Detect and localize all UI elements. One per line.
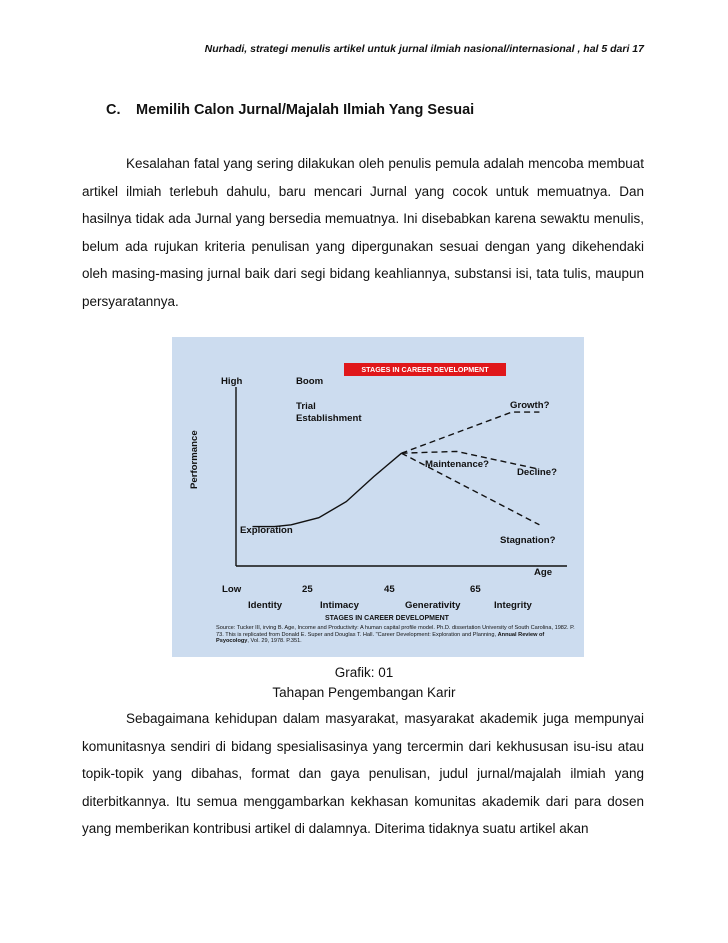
annotation-boom: Boom <box>296 376 324 387</box>
annotation-trial: Trial <box>296 401 316 412</box>
series-line-2 <box>402 412 540 453</box>
paragraph-2-text: Sebagaimana kehidupan dalam masyarakat, masyarakat akademik juga mempunyai komunitasnya sendiri di bidang spesialisasinya yang tercermin dari kekhususan isu-isu atau topik-topik yang dibahas, format dan gaya penulisan, judul jurnal/majalah ilmiah yang diterbitkannya. Itu semua menggambarkan kekhasan komunitas akademik dari para dosen yang memberikan kontribusi artikel di dalamnya. Diterima tidaknya suatu artikel akan <box>82 711 644 836</box>
paragraph-2 <box>82 705 644 843</box>
annotation-exploration: Exploration <box>240 525 293 536</box>
x-axis-label: Age <box>534 567 553 578</box>
figure-caption: Tahapan Pengembangan Karir <box>272 685 456 700</box>
source-text: Source: Tucker III, irving B. Age, Income and Productivity: A human capital profile model. Ph.D. dissertation University of South Carolina, 1982. P. 73. This is replicated from Donald E. Super and Douglas T. Hall. "Career Development: Exploration and Planning, <box>216 625 575 638</box>
figure-label: Grafik: 01 <box>334 665 394 680</box>
source-journal: Annual Review of Psyocology <box>216 631 545 644</box>
stage-intimacy: Intimacy <box>320 600 359 611</box>
stages-caption: STAGES IN CAREER DEVELOPMENT <box>325 615 449 622</box>
paragraph-1 <box>82 150 644 315</box>
annotation-decline: Decline? <box>517 467 557 478</box>
series-line-1 <box>253 453 402 526</box>
stage-generativity: Generativity <box>405 600 461 611</box>
y-axis-label: Performance <box>189 430 200 489</box>
running-header: Nurhadi, strategi menulis artikel untuk jurnal ilmiah nasional/internasional , hal 5 dari 17 <box>204 43 644 55</box>
annotation-establishment: Establishment <box>296 413 362 424</box>
paragraph-1-text: Kesalahan fatal yang sering dilakukan oleh penulis pemula adalah mencoba membuat artikel ilmiah terlebuh dahulu, baru mencari Jurnal yang cocok untuk memuatnya. Dan hasilnya tidak ada Jurnal yang bersedia memuatnya. Ini disebabkan karena sewaktu menulis, belum ada rujukan kriteria penulisan yang dipergunakan sesuai dengan yang dikehendaki oleh masing-masing jurnal baik dari segi bidang keahliannya, substansi isi, tata tulis, maupun persyaratannya. <box>82 156 644 309</box>
career-development-chart <box>172 337 584 657</box>
source-tail: , Vol. 29, 1978. P.351. <box>247 638 302 644</box>
stage-integrity: Integrity <box>494 600 532 611</box>
annotation-stagnation: Stagnation? <box>500 535 556 546</box>
x-tick-low: Low <box>222 584 242 595</box>
section-number: C. <box>106 102 121 118</box>
chart-title: STAGES IN CAREER DEVELOPMENT <box>344 363 506 376</box>
section-title: Memilih Calon Jurnal/Majalah Ilmiah Yang Sesuai <box>136 102 475 118</box>
annotation-growth: Growth? <box>510 400 550 411</box>
stage-identity: Identity <box>248 600 283 611</box>
annotation-maintenance: Maintenance? <box>425 459 489 470</box>
y-tick-high: High <box>221 376 243 387</box>
x-tick-45: 45 <box>384 584 395 595</box>
x-tick-65: 65 <box>470 584 481 595</box>
x-tick-25: 25 <box>302 584 313 595</box>
chart-source-note <box>216 625 576 645</box>
